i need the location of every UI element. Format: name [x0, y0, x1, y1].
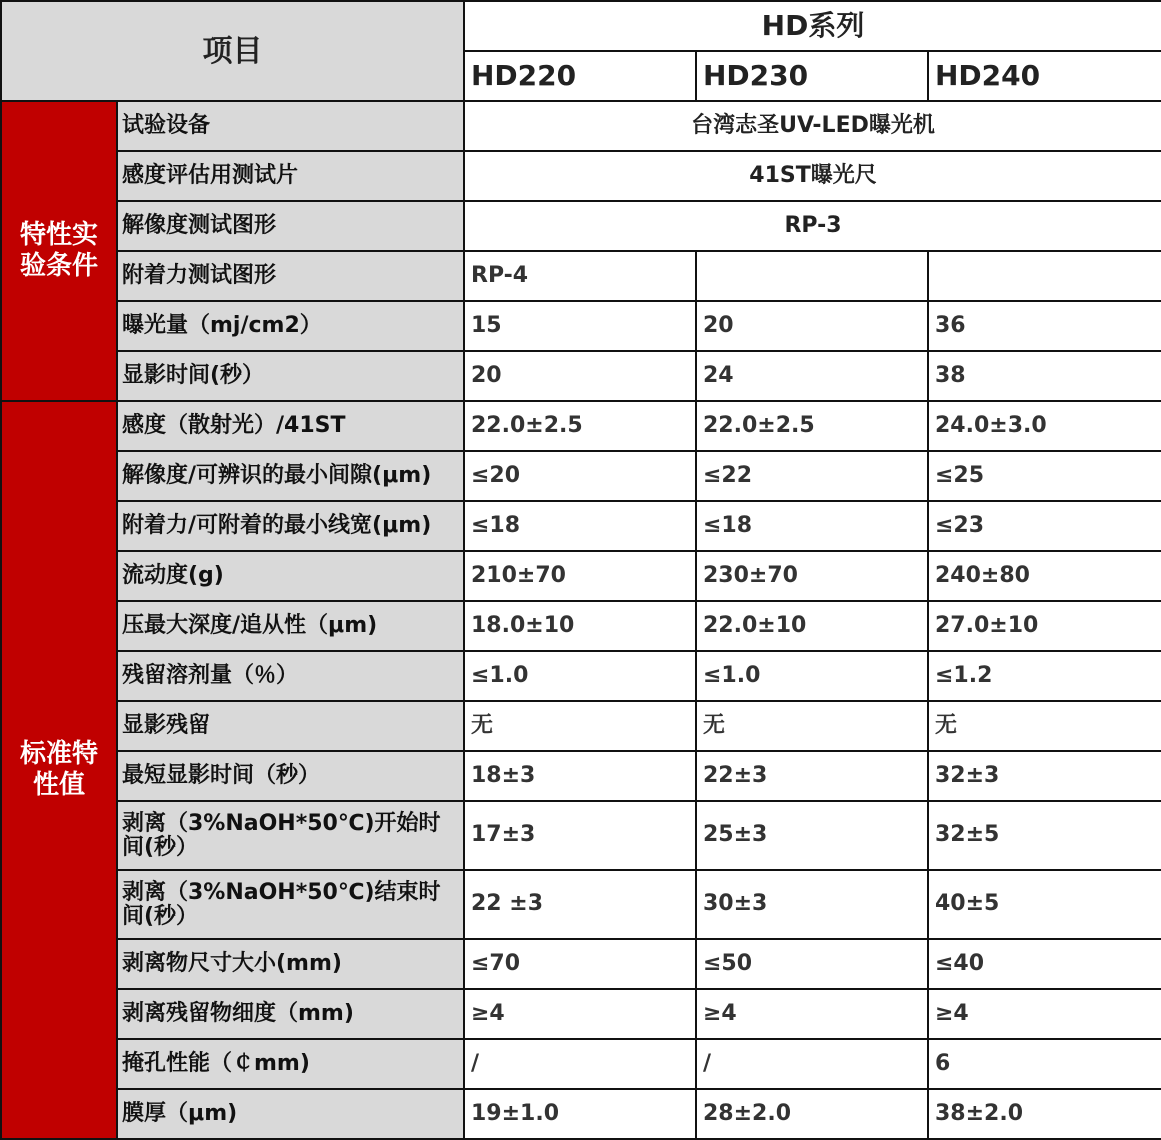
value-hd240: 240±80	[928, 551, 1161, 601]
table-row	[1, 989, 1161, 1039]
value-hd230: /	[696, 1039, 928, 1089]
value-hd230: 22.0±2.5	[696, 401, 928, 451]
value-hd220: ≤20	[464, 451, 696, 501]
table-row	[1, 101, 1161, 151]
value-hd230: 24	[696, 351, 928, 401]
value-hd230	[696, 251, 928, 301]
row-label: 剥离残留物细度（mm)	[117, 989, 464, 1039]
table-row	[1, 151, 1161, 201]
row-label: 感度（散射光）/41ST	[117, 401, 464, 451]
row-value-span: 41ST曝光尺	[464, 151, 1161, 201]
value-hd220: 18.0±10	[464, 601, 696, 651]
value-hd230: 25±3	[696, 801, 928, 870]
table-row	[1, 451, 1161, 501]
value-hd230: 230±70	[696, 551, 928, 601]
value-hd230: ≤18	[696, 501, 928, 551]
value-hd220: 15	[464, 301, 696, 351]
value-hd220: RP-4	[464, 251, 696, 301]
value-hd230: 22.0±10	[696, 601, 928, 651]
row-label: 附着力测试图形	[117, 251, 464, 301]
row-label: 附着力/可附着的最小线宽(μm)	[117, 501, 464, 551]
value-hd220: 17±3	[464, 801, 696, 870]
value-hd230: 22±3	[696, 751, 928, 801]
value-hd240: 32±3	[928, 751, 1161, 801]
header-model-hd230: HD230	[696, 51, 928, 101]
row-label: 剥离（3%NaOH*50℃)结束时间(秒）	[117, 870, 464, 939]
value-hd220: 18±3	[464, 751, 696, 801]
value-hd240: ≤23	[928, 501, 1161, 551]
value-hd240: 32±5	[928, 801, 1161, 870]
table-row	[1, 401, 1161, 451]
row-label: 最短显影时间（秒）	[117, 751, 464, 801]
row-label: 解像度/可辨识的最小间隙(μm)	[117, 451, 464, 501]
value-hd220: 无	[464, 701, 696, 751]
value-hd220: 20	[464, 351, 696, 401]
row-label: 试验设备	[117, 101, 464, 151]
row-label: 显影时间(秒）	[117, 351, 464, 401]
row-label: 感度评估用测试片	[117, 151, 464, 201]
value-hd240: ≥4	[928, 989, 1161, 1039]
table-row	[1, 651, 1161, 701]
value-hd220: 19±1.0	[464, 1089, 696, 1139]
header-row-series	[1, 1, 1161, 51]
row-label: 流动度(g)	[117, 551, 464, 601]
value-hd230: 30±3	[696, 870, 928, 939]
row-label: 显影残留	[117, 701, 464, 751]
header-model-hd240: HD240	[928, 51, 1161, 101]
row-value-span: 台湾志圣UV-LED曝光机	[464, 101, 1161, 151]
table-row	[1, 501, 1161, 551]
value-hd220: ≤1.0	[464, 651, 696, 701]
value-hd240: 38±2.0	[928, 1089, 1161, 1139]
row-value-span: RP-3	[464, 201, 1161, 251]
row-label: 压最大深度/追从性（μm)	[117, 601, 464, 651]
value-hd230: ≤50	[696, 939, 928, 989]
value-hd240: 38	[928, 351, 1161, 401]
row-label: 解像度测试图形	[117, 201, 464, 251]
value-hd230: ≥4	[696, 989, 928, 1039]
table-body	[1, 1, 1161, 1139]
value-hd240: ≤25	[928, 451, 1161, 501]
value-hd220: 22.0±2.5	[464, 401, 696, 451]
group-title-test-conditions: 特性实验条件	[1, 101, 117, 401]
table-row	[1, 601, 1161, 651]
table-row	[1, 1089, 1161, 1139]
row-label: 残留溶剂量（％）	[117, 651, 464, 701]
value-hd220: ≥4	[464, 989, 696, 1039]
value-hd230: 无	[696, 701, 928, 751]
value-hd230: ≤22	[696, 451, 928, 501]
value-hd220: 22 ±3	[464, 870, 696, 939]
value-hd230: ≤1.0	[696, 651, 928, 701]
header-model-hd220: HD220	[464, 51, 696, 101]
table-row	[1, 751, 1161, 801]
table-row	[1, 801, 1161, 870]
table-row	[1, 1039, 1161, 1089]
value-hd240: ≤1.2	[928, 651, 1161, 701]
row-label: 掩孔性能（￠mm)	[117, 1039, 464, 1089]
row-label: 膜厚（μm)	[117, 1089, 464, 1139]
value-hd240: 6	[928, 1039, 1161, 1089]
value-hd240: 24.0±3.0	[928, 401, 1161, 451]
table-row	[1, 351, 1161, 401]
row-label: 剥离（3%NaOH*50℃)开始时间(秒）	[117, 801, 464, 870]
value-hd240	[928, 251, 1161, 301]
table-row	[1, 201, 1161, 251]
header-item: 项目	[1, 1, 464, 101]
value-hd240: 40±5	[928, 870, 1161, 939]
table-row	[1, 301, 1161, 351]
value-hd220: ≤18	[464, 501, 696, 551]
value-hd240: 27.0±10	[928, 601, 1161, 651]
value-hd220: /	[464, 1039, 696, 1089]
value-hd220: ≤70	[464, 939, 696, 989]
header-series: HD系列	[464, 1, 1161, 51]
value-hd230: 28±2.0	[696, 1089, 928, 1139]
value-hd240: ≤40	[928, 939, 1161, 989]
table-row	[1, 251, 1161, 301]
value-hd240: 无	[928, 701, 1161, 751]
table-row	[1, 551, 1161, 601]
table-row	[1, 939, 1161, 989]
value-hd240: 36	[928, 301, 1161, 351]
value-hd230: 20	[696, 301, 928, 351]
table-row	[1, 870, 1161, 939]
group-title-standard-values: 标准特性值	[1, 401, 117, 1139]
value-hd220: 210±70	[464, 551, 696, 601]
table-row	[1, 701, 1161, 751]
row-label: 曝光量（mj/cm2）	[117, 301, 464, 351]
row-label: 剥离物尺寸大小(mm)	[117, 939, 464, 989]
